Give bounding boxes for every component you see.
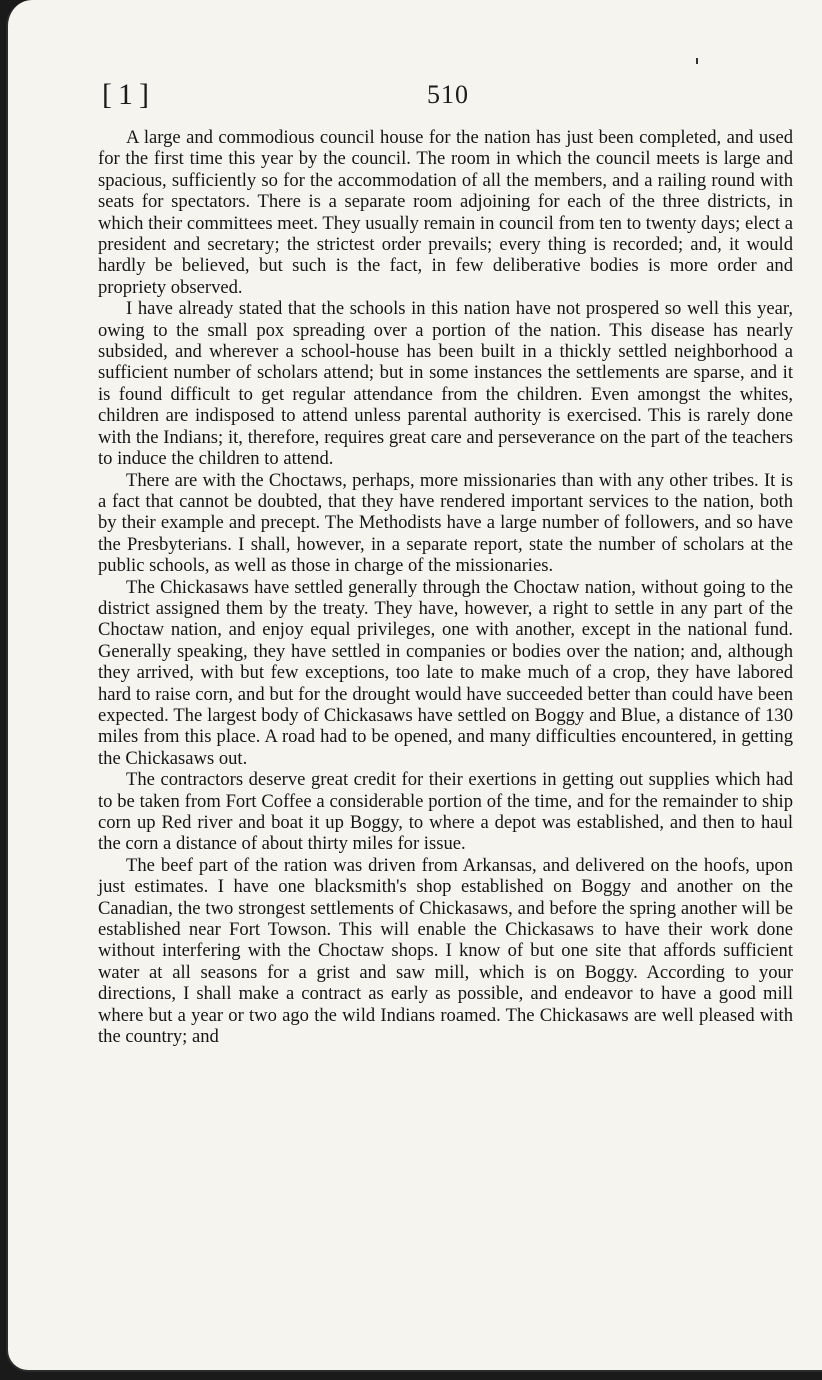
paragraph-council-house: A large and commodious council house for the nation has just been completed, and used for the first time this year by the council. The room in which the council meets is large and spacious, sufficiently so for the accommodation of all the members, and a railing round with seats for spectators. There is a separate room adjoining for each of the three districts, in which their committees meet. They usually remain in council from ten to twenty days; elect a president and secretary; the strictest order prevails; every thing is recorded; and, it would hardly be believed, but such is the fact, in few deliberative bodies is more order and propriety observed. <box>98 127 793 298</box>
paragraph-chickasaws-settlement: The Chickasaws have settled generally through the Choctaw nation, without going to the district assigned them by the treaty. They have, however, a right to settle in any part of the Choctaw nation, and enjoy equal privileges, one with another, except in the national fund. Generally speaking, they have settled in companies or bodies over the nation; and, although they arrived, with but few exceptions, too late to make much of a crop, they have labored hard to raise corn, and but for the drought would have succeeded better than could have been expected. The largest body of Chickasaws have settled on Boggy and Blue, a distance of 130 miles from this place. A road had to be opened, and many difficulties encountered, in getting the Chickasaws out. <box>98 576 793 769</box>
page-header <box>102 78 792 118</box>
page-number: 510 <box>427 80 469 109</box>
paragraph-beef-ration: The beef part of the ration was driven from Arkansas, and delivered on the hoofs, upon just estimates. I have one blacksmith's shop established on Boggy and another on the Canadian, the two strongest settlements of Chickasaws, and before the spring another will be established near Fort Towson. This will enable the Chickasaws to have their work done without interfering with the Choctaw shops. I know of but one site that affords sufficient water at all seasons for a grist and saw mill, which is on Boggy. According to your directions, I shall make a contract as early as possible, and endeavor to have a good mill where but a year or two ago the wild Indians roamed. The Chickasaws are well pleased with the country; and <box>98 854 793 1048</box>
ink-mark <box>696 58 698 64</box>
paragraph-schools: I have already stated that the schools in this nation have not prospered so well this year, owing to the small pox spreading over a portion of the nation. This disease has nearly subsided, and wherever a school-house has been built in a thickly settled neighborhood a sufficient number of scholars attend; but in some instances the settlements are sparse, and it is found difficult to get regular attendance from the children. Even amongst the whites, children are indisposed to attend unless parental authority is exercised. This is rarely done with the Indians; it, therefore, requires great care and perseverance on the part of the teachers to induce the children to attend. <box>98 298 793 470</box>
document-page <box>6 0 822 1372</box>
body-text <box>98 127 793 1047</box>
paragraph-contractors: The contractors deserve great credit for their exertions in getting out supplies which had to be taken from Fort Coffee a considerable portion of the time, and for the remainder to ship corn up Red river and boat it up Boggy, to where a depot was established, and then to haul the corn a distance of about thirty miles for issue. <box>98 769 793 855</box>
document-number: [1] <box>102 78 155 111</box>
paragraph-missionaries: There are with the Choctaws, perhaps, more missionaries than with any other tribes. It is a fact that cannot be doubted, that they have rendered important services to the nation, both by their example and precept. The Methodists have a large number of followers, and so have the Presbyterians. I shall, however, in a separate report, state the number of scholars at the public schools, as well as those in charge of the missionaries. <box>98 469 793 577</box>
